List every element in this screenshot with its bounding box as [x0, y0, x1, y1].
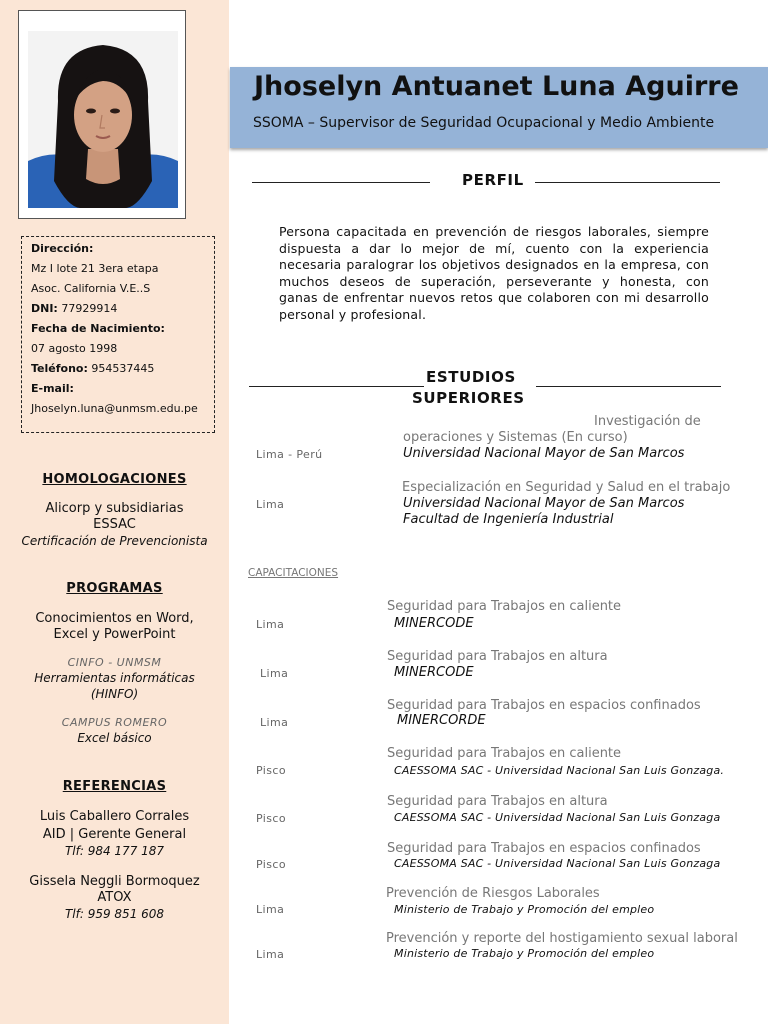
phone-label: Teléfono:: [31, 362, 88, 375]
training-3-org: MINERCORDE: [397, 713, 486, 728]
program-2-desc: Excel básico: [77, 731, 152, 745]
estudios-heading-line-1: ESTUDIOS: [426, 368, 516, 386]
study-1-degree-line-2: operaciones y Sistemas (En curso): [403, 430, 628, 445]
sidebar: [0, 0, 229, 1024]
profile-photo-frame: [18, 10, 186, 219]
perfil-text: Persona capacitada en prevención de riesgos laborales, siempre dispuesta a dar lo mejor de mí, cuento con la experiencia necesaria paralograr los objetivos designados en la empresa, con muchos deseos de superación, perseverante y honesta, con ganas de enfrentar nuevos retos que colaboren con mi desarrollo personal y profesional.: [279, 224, 709, 322]
training-8-course: Prevención y reporte del hostigamiento sexual laboral: [386, 931, 738, 946]
study-2-degree: Especialización en Seguridad y Salud en el trabajo: [402, 480, 731, 495]
training-8-org: Ministerio de Trabajo y Promoción del empleo: [394, 947, 655, 960]
program-1-desc-2: (HINFO): [90, 687, 139, 701]
capacitaciones-label: CAPACITACIONES: [248, 567, 339, 579]
address-line-1: Mz I lote 21 3era etapa: [31, 262, 159, 275]
referencias-section: [0, 779, 229, 922]
training-2-course: Seguridad para Trabajos en altura: [387, 649, 608, 664]
study-2-institution-2: Facultad de Ingeniería Industrial: [403, 512, 614, 527]
training-1-course: Seguridad para Trabajos en caliente: [387, 599, 622, 614]
estudios-rule-left: [249, 386, 424, 387]
estudios-rule-right: [536, 386, 721, 387]
study-1-city: Lima - Perú: [256, 448, 323, 461]
training-6-course: Seguridad para Trabajos en espacios confinados: [387, 841, 701, 856]
training-5-city: Pisco: [256, 812, 286, 825]
training-6-city: Pisco: [256, 858, 286, 871]
programas-title: PROGRAMAS: [66, 581, 163, 596]
perfil-rule-left: [252, 182, 430, 183]
programas-line-2: Excel y PowerPoint: [53, 627, 176, 642]
reference-2-org: ATOX: [97, 890, 132, 905]
programas-section: [0, 581, 229, 746]
reference-1-phone: Tlf: 984 177 187: [64, 844, 165, 858]
training-1-org: MINERCODE: [394, 616, 474, 631]
training-2-org: MINERCODE: [394, 665, 474, 680]
training-7-course: Prevención de Riesgos Laborales: [386, 886, 600, 901]
perfil-heading: PERFIL: [462, 171, 524, 189]
profile-photo: [28, 31, 178, 208]
email-value[interactable]: Jhoselyn.luna@unmsm.edu.pe: [31, 402, 198, 415]
training-3-city: Lima: [260, 716, 289, 729]
training-4-course: Seguridad para Trabajos en caliente: [387, 746, 622, 761]
portrait-illustration: [28, 31, 178, 208]
study-2-city: Lima: [256, 498, 285, 511]
training-7-city: Lima: [256, 903, 285, 916]
program-2-org: CAMPUS ROMERO: [61, 716, 168, 729]
homologaciones-line-2: ESSAC: [93, 517, 136, 532]
estudios-heading-line-2: SUPERIORES: [412, 389, 525, 407]
homologaciones-line-3: Certificación de Prevencionista: [21, 534, 208, 548]
address-label: Dirección:: [31, 242, 94, 255]
training-8-city: Lima: [256, 948, 285, 961]
candidate-role: SSOMA – Supervisor de Seguridad Ocupacional y Medio Ambiente: [253, 115, 715, 131]
training-4-org: CAESSOMA SAC - Universidad Nacional San Luis Gonzaga.: [394, 764, 725, 777]
training-6-org: CAESSOMA SAC - Universidad Nacional San Luis Gonzaga: [394, 857, 721, 870]
address-line-2: Asoc. California V.E..S: [31, 282, 151, 295]
reference-1-role: AID | Gerente General: [42, 827, 187, 842]
contact-box: [21, 236, 215, 433]
referencias-title: REFERENCIAS: [62, 779, 167, 794]
programas-line-1: Conocimientos en Word,: [35, 611, 194, 626]
phone-value: 954537445: [91, 362, 155, 375]
homologaciones-title: HOMOLOGACIONES: [42, 472, 187, 487]
dni-label: DNI:: [31, 302, 58, 315]
reference-1-name: Luis Caballero Corrales: [39, 809, 190, 824]
training-5-org: CAESSOMA SAC - Universidad Nacional San Luis Gonzaga: [394, 811, 721, 824]
header-band: [230, 67, 768, 148]
reference-2-phone: Tlf: 959 851 608: [64, 907, 165, 921]
training-5-course: Seguridad para Trabajos en altura: [387, 794, 608, 809]
training-1-city: Lima: [256, 618, 285, 631]
program-1-desc-1: Herramientas informáticas: [34, 671, 195, 685]
training-4-city: Pisco: [256, 764, 286, 777]
training-7-org: Ministerio de Trabajo y Promoción del empleo: [394, 903, 655, 916]
homologaciones-line-1: Alicorp y subsidiarias: [45, 501, 184, 516]
program-1-org: CINFO - UNMSM: [67, 656, 162, 669]
dni-value: 77929914: [61, 302, 118, 315]
candidate-name: Jhoselyn Antuanet Luna Aguirre: [254, 71, 739, 102]
birth-value: 07 agosto 1998: [31, 342, 118, 355]
perfil-rule-right: [535, 182, 720, 183]
study-1-institution: Universidad Nacional Mayor de San Marcos: [403, 446, 685, 461]
study-2-institution-1: Universidad Nacional Mayor de San Marcos: [403, 496, 685, 511]
reference-2-name: Gissela Neggli Bormoquez: [29, 874, 200, 889]
training-2-city: Lima: [260, 667, 289, 680]
email-label: E-mail:: [31, 382, 74, 395]
birth-label: Fecha de Nacimiento:: [31, 322, 165, 335]
training-3-course: Seguridad para Trabajos en espacios confinados: [387, 698, 701, 713]
study-1-degree-line-1: Investigación de: [594, 414, 701, 429]
homologaciones-section: [0, 472, 229, 549]
